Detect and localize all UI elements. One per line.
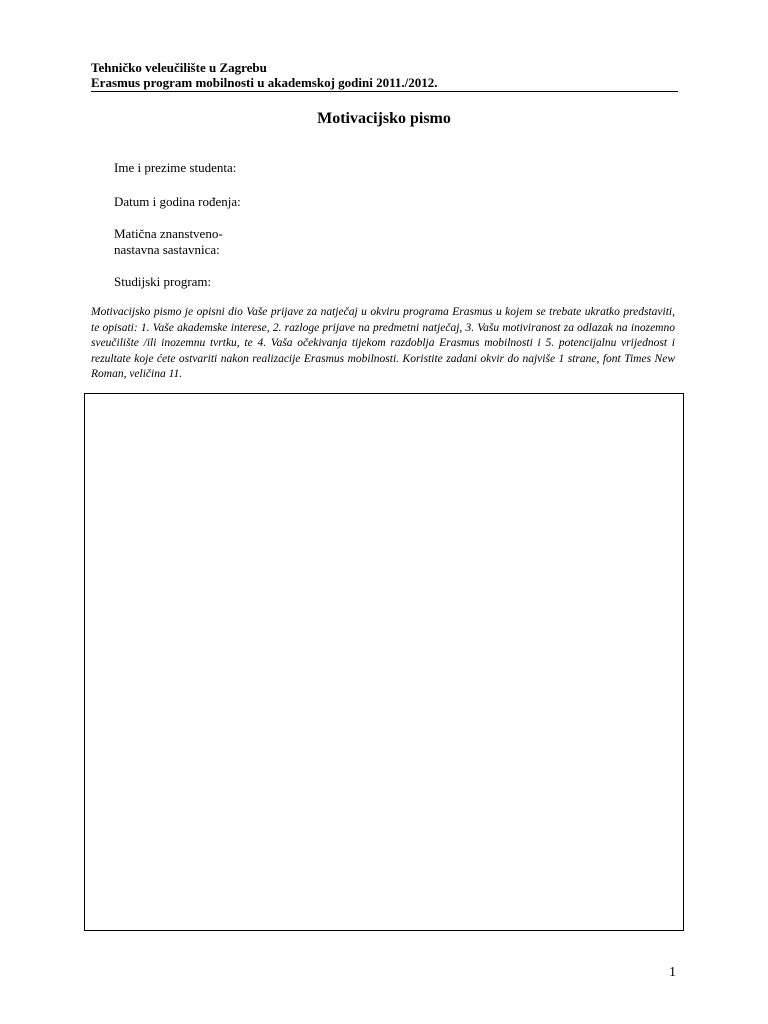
page-title: Motivacijsko pismo <box>317 110 451 127</box>
header-divider <box>91 91 678 92</box>
program-name: Erasmus program mobilnosti u akademskoj godini 2011./2012. <box>91 75 438 90</box>
motivation-letter-box[interactable] <box>84 393 684 931</box>
instructions-paragraph: Motivacijsko pismo je opisni dio Vaše prijave za natječaj u okviru programa Erasmus u kojem se trebate ukratko predstaviti, te opisati: 1. Vaše akademske interese, 2. razloge prijave na predmetni natječaj, 3. Vašu motiviranost za odlazak na inozemno sveučilište /ili inozemnu tvrtku, te 4. Vaša očekivanja tijekom razdoblja Erasmus mobilnosti i 5. potencijalnu vrijednost i rezultate koje ćete ostvariti nakon realizacije Erasmus mobilnosti. Koristite zadani okvir do najviše 1 strane, font Times New Roman, veličina 11. <box>91 306 675 380</box>
student-name-label: Ime i prezime studenta: <box>114 160 237 175</box>
page-number: 1 <box>669 965 676 980</box>
study-program-label: Studijski program: <box>114 274 212 289</box>
document-header <box>91 60 678 90</box>
institution-name: Tehničko veleučilište u Zagrebu <box>91 60 267 75</box>
birth-date-label: Datum i godina rođenja: <box>114 194 241 209</box>
home-unit-label: Matična znanstveno-nastavna sastavnica: <box>114 226 223 257</box>
